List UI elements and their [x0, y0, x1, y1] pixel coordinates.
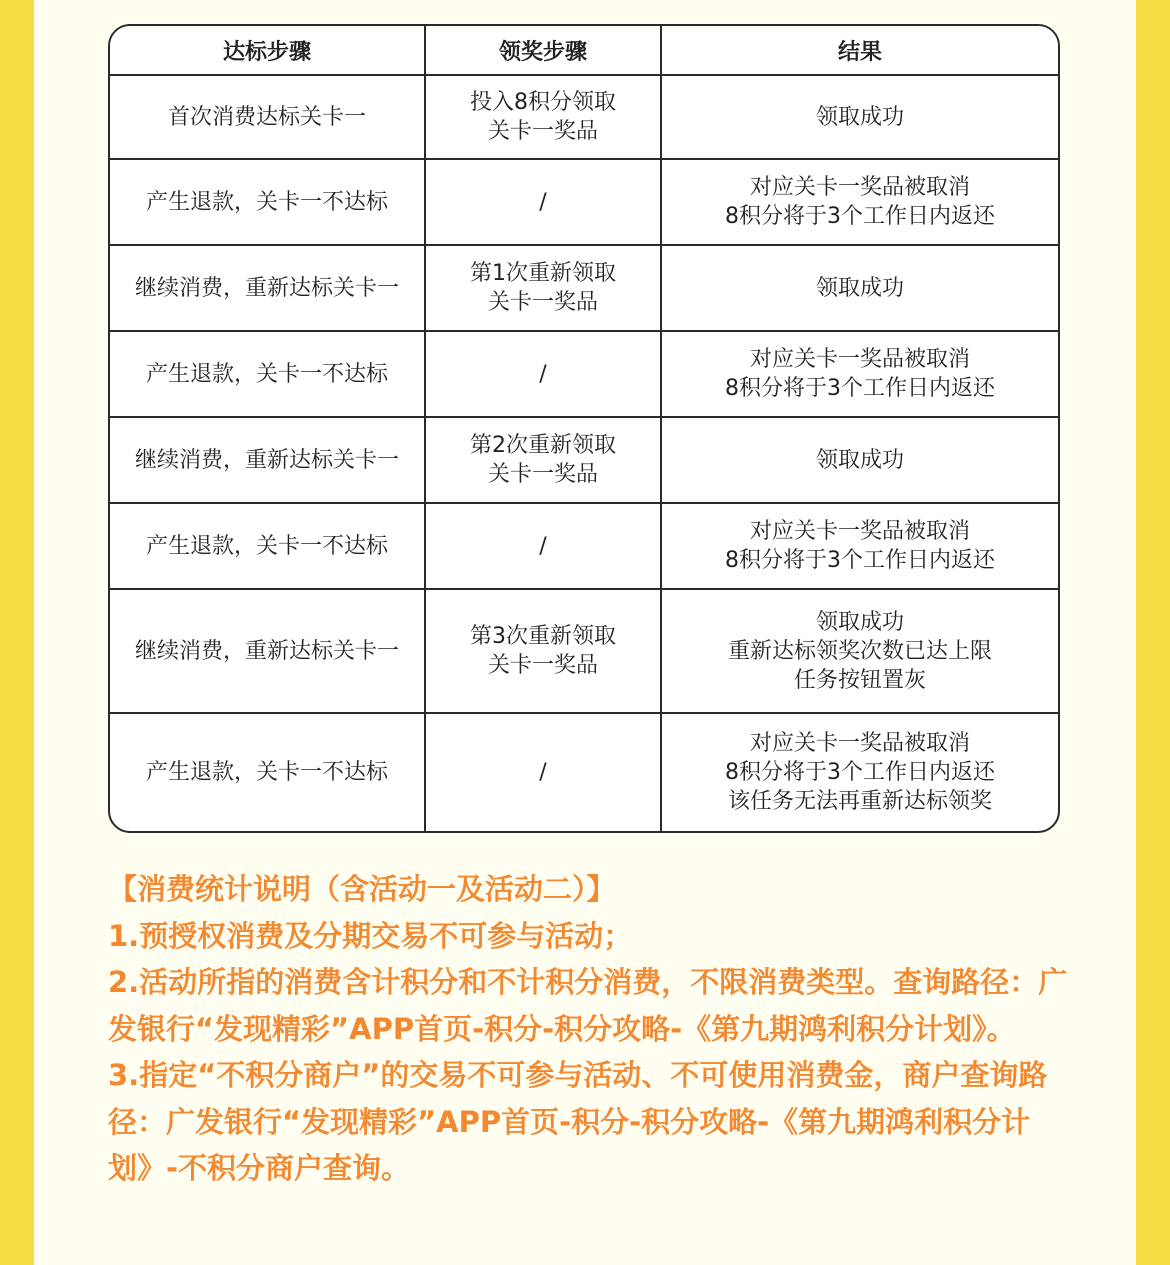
- header-claim: 领奖步骤: [425, 26, 661, 75]
- claim-cell: 第1次重新领取 关卡一奖品: [425, 245, 661, 331]
- table-row: [110, 331, 1058, 417]
- claim-cell: /: [425, 503, 661, 589]
- result-cell: 对应关卡一奖品被取消 8积分将于3个工作日内返还: [661, 503, 1058, 589]
- note-item-1: 1.预授权消费及分期交易不可参与活动；: [108, 918, 633, 953]
- claim-cell: /: [425, 713, 661, 831]
- step-cell: 继续消费，重新达标关卡一: [110, 245, 425, 331]
- table-row: [110, 159, 1058, 245]
- result-cell: 领取成功 重新达标领奖次数已达上限 任务按钮置灰: [661, 589, 1058, 713]
- step-cell: 继续消费，重新达标关卡一: [110, 589, 425, 713]
- table-row: [110, 75, 1058, 159]
- table-row: [110, 417, 1058, 503]
- rules-table: [110, 26, 1058, 831]
- rules-table-container: [108, 24, 1060, 833]
- claim-cell: 投入8积分领取 关卡一奖品: [425, 75, 661, 159]
- claim-cell: 第2次重新领取 关卡一奖品: [425, 417, 661, 503]
- table-row: [110, 245, 1058, 331]
- step-cell: 继续消费，重新达标关卡一: [110, 417, 425, 503]
- table-row: [110, 589, 1058, 713]
- notes-title: 【消费统计说明（含活动一及活动二）】: [108, 872, 616, 906]
- step-cell: 产生退款，关卡一不达标: [110, 331, 425, 417]
- claim-cell: /: [425, 331, 661, 417]
- right-yellow-border: [1136, 0, 1170, 1265]
- header-result: 结果: [661, 26, 1058, 75]
- step-cell: 产生退款，关卡一不达标: [110, 159, 425, 245]
- table-row: [110, 503, 1058, 589]
- claim-cell: 第3次重新领取 关卡一奖品: [425, 589, 661, 713]
- result-cell: 领取成功: [661, 417, 1058, 503]
- result-cell: 领取成功: [661, 75, 1058, 159]
- table-header-row: [110, 26, 1058, 75]
- step-cell: 产生退款，关卡一不达标: [110, 713, 425, 831]
- result-cell: 领取成功: [661, 245, 1058, 331]
- claim-cell: /: [425, 159, 661, 245]
- left-yellow-border: [0, 0, 34, 1265]
- header-step: 达标步骤: [110, 26, 425, 75]
- consumption-notes: [108, 866, 1068, 1192]
- result-cell: 对应关卡一奖品被取消 8积分将于3个工作日内返还 该任务无法再重新达标领奖: [725, 731, 995, 814]
- step-cell: 产生退款，关卡一不达标: [110, 503, 425, 589]
- table-row: [110, 713, 1058, 831]
- note-item-2: 2.活动所指的消费含计积分和不计积分消费，不限消费类型。查询路径：广发银行“发现精彩”APP首页-积分-积分攻略-《第九期鸿利积分计划》。: [108, 965, 1068, 1046]
- result-cell: 对应关卡一奖品被取消 8积分将于3个工作日内返还: [661, 331, 1058, 417]
- note-item-3: 3.指定“不积分商户”的交易不可参与活动、不可使用消费金，商户查询路径：广发银行“发现精彩”APP首页-积分-积分攻略-《第九期鸿利积分计划》-不积分商户查询。: [108, 1058, 1048, 1185]
- step-cell: 首次消费达标关卡一: [110, 75, 425, 159]
- result-cell: 对应关卡一奖品被取消 8积分将于3个工作日内返还: [661, 159, 1058, 245]
